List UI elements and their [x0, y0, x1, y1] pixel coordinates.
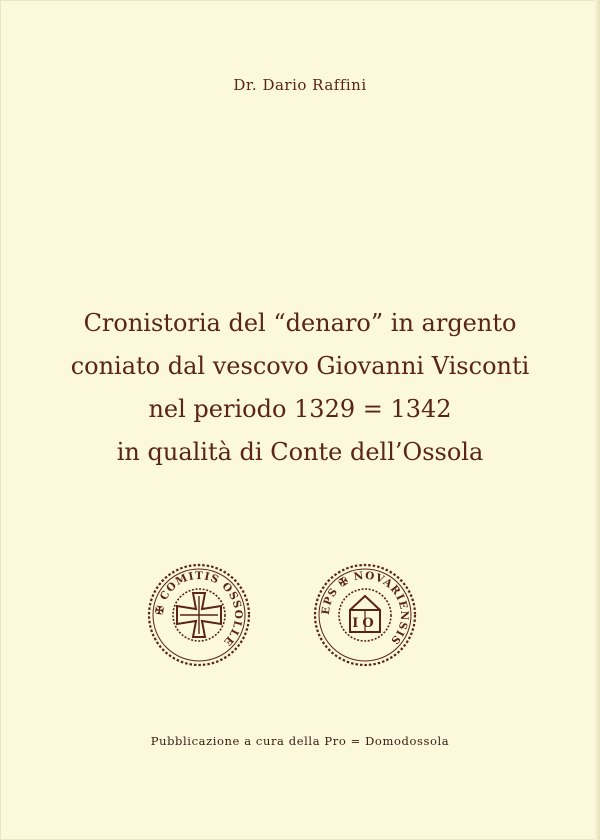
- coin-reverse-image: [310, 560, 420, 670]
- author-name: Dr. Dario Raffini: [233, 76, 367, 94]
- coin-center-letters: IO: [352, 616, 378, 631]
- coin-right-legend: EPS ✠ NOVARIENSIS: [319, 569, 411, 648]
- coin-cross-icon: [144, 560, 254, 670]
- publisher-line: Pubblicazione a cura della Pro = Domodossola: [150, 734, 450, 748]
- coin-monogram-icon: [310, 560, 420, 670]
- book-title: [40, 302, 560, 474]
- title-line-2: coniato dal vescovo Giovanni Visconti: [70, 352, 530, 380]
- title-line-4: in qualità di Conte dell’Ossola: [116, 438, 484, 466]
- title-line-1: Cronistoria del “denaro” in argento: [83, 309, 517, 337]
- coin-illustrations: [0, 560, 600, 670]
- coin-obverse-image: [144, 560, 254, 670]
- coin-left-legend: ✠ COMITIS OSSOLLE: [153, 569, 245, 649]
- title-line-3: nel periodo 1329 = 1342: [148, 395, 452, 423]
